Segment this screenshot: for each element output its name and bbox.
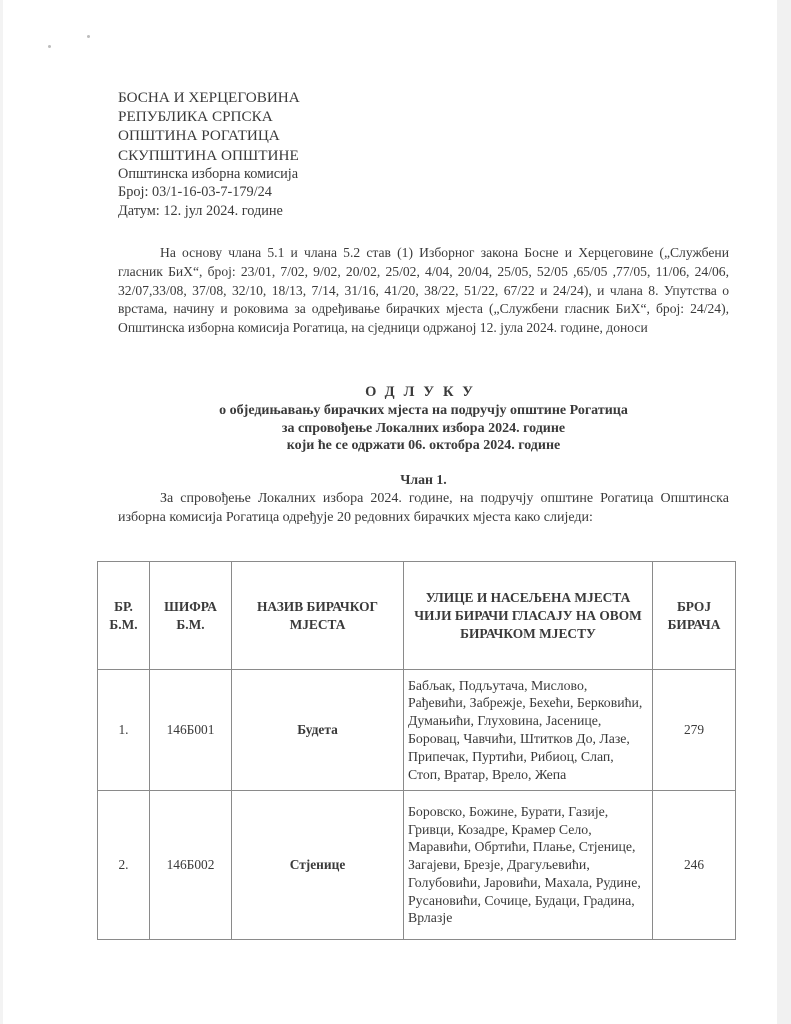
decision-subtitle-line: о обједињавању бирачких мјеста на подручју општине Рогатица — [219, 402, 628, 418]
header-number: Број: 03/1-16-03-7-179/24 — [118, 184, 272, 201]
table-row — [98, 791, 736, 940]
header-line-municipality: ОПШТИНА РОГАТИЦА — [118, 127, 280, 145]
document-header — [118, 88, 300, 221]
column-header-name: НАЗИВ БИРАЧКОГ МЈЕСТА — [232, 562, 404, 670]
decision-title-block — [118, 384, 729, 455]
scan-left-edge — [0, 0, 3, 1024]
decision-subtitle-line: за спровођење Локалних избора 2024. године — [281, 420, 566, 436]
scan-speck — [48, 45, 51, 48]
decision-subtitle-line: који ће се одржати 06. октобра 2024. године — [286, 438, 561, 454]
article-body — [118, 490, 729, 527]
cell-places: Боровско, Божине, Бурати, Газије, Гривци, Козадре, Крамер Село, Маравићи, Обртићи, Плање, Стјенице, Загајеви, Брезје, Драгуљевићи, Голубовићи, Јаровићи, Махала, Рудине, Русановићи, Сочице, Будаци, Градина, Врлазје — [404, 791, 653, 940]
article-paragraph: За спровођење Локалних избора 2024. године, на подручју општине Рогатица Општинска изборна комисија Рогатица одређује 20 редовних бирачких мјеста како слиједи: — [118, 491, 729, 525]
cell-voters: 246 — [653, 791, 736, 940]
column-header-places: УЛИЦЕ И НАСЕЉЕНА МЈЕСТА ЧИЈИ БИРАЧИ ГЛАСАЈУ НА ОВОМ БИРАЧКОМ МЈЕСТУ — [404, 562, 653, 670]
column-header-number: БР. Б.М. — [98, 562, 150, 670]
table-row — [98, 670, 736, 791]
header-line-country: БОСНА И ХЕРЦЕГОВИНА — [118, 89, 300, 106]
cell-places: Бабљак, Подљутача, Мислово, Рађевићи, Забрежје, Бехећи, Берковићи, Думањићи, Глуховина, Јасенице, Боровац, Чавчићи, Штитков До, Лазе, Припечак, Пуртићи, Рибиоц, Слап, Стоп, Вратар, Врело, Жепа — [404, 670, 653, 791]
intro-paragraph-block — [118, 244, 729, 338]
cell-code: 146Б002 — [150, 791, 232, 940]
polling-stations-table — [97, 561, 736, 940]
table-header-row — [98, 562, 736, 670]
scan-right-edge — [777, 0, 791, 1024]
header-date: Датум: 12. јул 2024. године — [118, 203, 283, 219]
cell-name: Стјенице — [232, 791, 404, 940]
decision-title: ОДЛУКУ — [365, 384, 482, 400]
header-line-assembly: СКУПШТИНА ОПШТИНЕ — [118, 146, 299, 164]
cell-code: 146Б001 — [150, 670, 232, 791]
cell-voters: 279 — [653, 670, 736, 791]
cell-number: 1. — [98, 670, 150, 791]
cell-name: Будета — [232, 670, 404, 791]
article-title: Члан 1. — [400, 472, 447, 487]
intro-paragraph: На основу члана 5.1 и члана 5.2 став (1) Изборног закона Босне и Херцеговине („Службени гласник БиХ“, број: 23/01, 7/02, 9/02, 20/02, 25/02, 4/04, 20/04, 25/05, 52/05 ,65/05 ,77/05, 11/06, 24/06, 32/07,33/08, 37/08, 32/10, 18/13, 7/14, 31/16, 41/20, 38/22, 51/22, 67/22 и 24/24), и члана 8. Упутства о врстама, начину и роковима за одређивање бирачких мјеста („Службени гласник БиХ“, број: 24/24), Општинска изборна комисија Рогатица, на сједници одржаној 12. јула 2024. године, доноси — [118, 245, 729, 336]
header-commission: Општинска изборна комисија — [118, 165, 299, 182]
header-line-entity: РЕПУБЛИКА СРПСКА — [118, 108, 273, 126]
scan-speck — [87, 35, 90, 38]
cell-number: 2. — [98, 791, 150, 940]
column-header-code: ШИФРА Б.М. — [150, 562, 232, 670]
column-header-voters: БРОЈ БИРАЧА — [653, 562, 736, 670]
